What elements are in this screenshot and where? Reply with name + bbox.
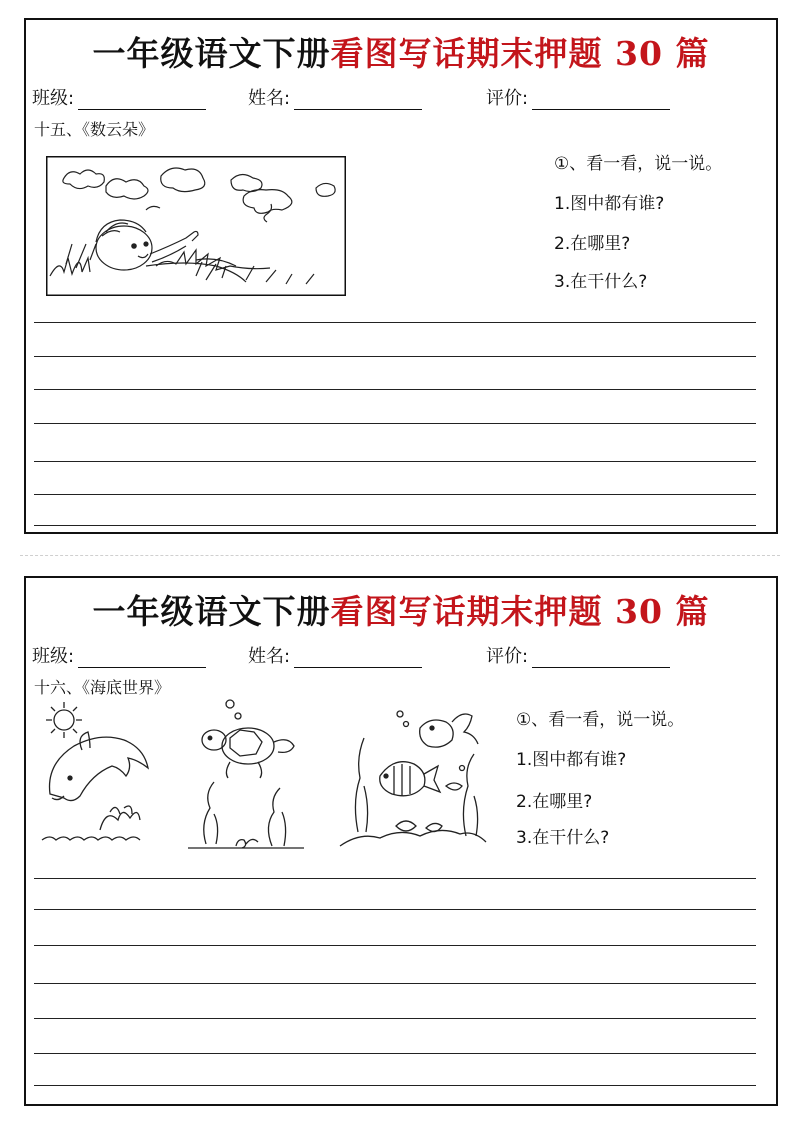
question-where: 2.在哪里? (516, 792, 593, 812)
class-field[interactable]: 班级: (32, 84, 206, 110)
writing-line[interactable] (34, 983, 756, 984)
student-info-row (30, 642, 772, 670)
writing-line[interactable] (34, 1053, 756, 1054)
name-blank[interactable] (294, 89, 422, 110)
lesson-heading: 十六、《海底世界》 (34, 678, 171, 697)
name-blank[interactable] (294, 647, 422, 668)
grade-field[interactable]: 评价: (486, 642, 670, 668)
name-field[interactable]: 姓名: (248, 84, 422, 110)
writing-line[interactable] (34, 525, 756, 526)
question-what: 3.在干什么? (516, 828, 610, 848)
class-field[interactable]: 班级: (32, 642, 206, 668)
question-intro: ①、看一看，说一说。 (554, 154, 723, 174)
writing-line[interactable] (34, 356, 756, 357)
question-who: 1.图中都有谁? (554, 194, 665, 214)
writing-line[interactable] (34, 461, 756, 462)
worksheet-15 (24, 18, 778, 534)
worksheet-title: 一年级语文下册看图写话期末押题 30 篇 (92, 592, 710, 631)
writing-line[interactable] (34, 1018, 756, 1019)
page-divider (20, 555, 780, 556)
question-intro: ①、看一看，说一说。 (516, 710, 685, 730)
grade-field[interactable]: 评价: (486, 84, 670, 110)
fish-illustration (336, 708, 490, 858)
grade-blank[interactable] (532, 647, 670, 668)
clouds-illustration (46, 156, 346, 296)
writing-line[interactable] (34, 1085, 756, 1086)
question-what: 3.在干什么? (554, 272, 648, 292)
student-info-row (30, 84, 772, 112)
class-blank[interactable] (78, 647, 206, 668)
worksheet-16 (24, 576, 778, 1106)
lesson-heading: 十五、《数云朵》 (34, 120, 155, 139)
writing-line[interactable] (34, 423, 756, 424)
question-where: 2.在哪里? (554, 234, 631, 254)
turtle-illustration (186, 696, 306, 852)
worksheet-title: 一年级语文下册看图写话期末押题 30 篇 (92, 34, 710, 73)
writing-line[interactable] (34, 389, 756, 390)
writing-line[interactable] (34, 322, 756, 323)
dolphin-illustration (40, 700, 160, 846)
writing-line[interactable] (34, 945, 756, 946)
writing-line[interactable] (34, 909, 756, 910)
name-field[interactable]: 姓名: (248, 642, 422, 668)
class-blank[interactable] (78, 89, 206, 110)
writing-line[interactable] (34, 878, 756, 879)
grade-blank[interactable] (532, 89, 670, 110)
writing-line[interactable] (34, 494, 756, 495)
question-who: 1.图中都有谁? (516, 750, 627, 770)
